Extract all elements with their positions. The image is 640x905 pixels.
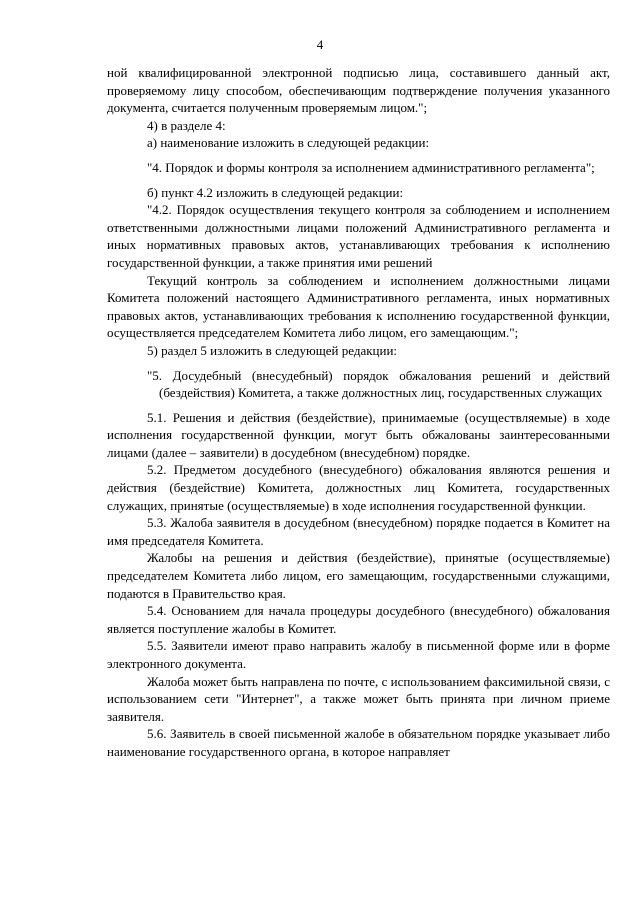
paragraph-5-1: 5.1. Решения и действия (бездействие), принимаемые (осуществляемые) в ходе исполнения государственной функции, могут быть обжалованы заинтересованными лицами (далее – заявители) в досудебном (внесудебном) порядке. xyxy=(107,409,610,460)
paragraph-5-4: 5.4. Основанием для начала процедуры досудебного (внесудебного) обжалования является поступление жалобы в Комитет. xyxy=(107,603,610,636)
paragraph-item-4: 4) в разделе 4: xyxy=(147,117,226,133)
paragraph-5-3: 5.3. Жалоба заявителя в досудебном (внесудебном) порядке подается в Комитет на имя председателя Комитета. xyxy=(107,515,610,548)
page-number: 4 xyxy=(316,37,324,52)
paragraph-subitem-a: а) наименование изложить в следующей редакции: xyxy=(147,135,430,151)
paragraph-subitem-b: б) пункт 4.2 изложить в следующей редакции: xyxy=(147,184,404,200)
paragraph-item-5: 5) раздел 5 изложить в следующей редакции: xyxy=(147,342,398,358)
quoted-heading-section-4: "4. Порядок и формы контроля за исполнением административного регламента"; xyxy=(147,159,595,175)
paragraph-5-6: 5.6. Заявитель в своей письменной жалобе в обязательном порядке указывает либо наименование государственного органа, в которое направляет xyxy=(107,726,610,759)
paragraph-complaint-channels: Жалоба может быть направлена по почте, с использованием факсимильной связи, с использованием сети "Интернет", а также может быть принята при личном приеме заявителя. xyxy=(107,673,610,724)
paragraph-5-2: 5.2. Предметом досудебного (внесудебного) обжалования являются решения и действия (бездействие) Комитета, должностных лиц Комитета, государственных служащих, принятые (осуществляемые) в ходе исполнения государственной функции. xyxy=(107,462,610,513)
quoted-heading-section-5: "5. Досудебный (внесудебный) порядок обжалования решений и действий (бездействия) Комитета, а также должностных лиц, государственных служащих xyxy=(147,367,610,401)
paragraph-complaints-government: Жалобы на решения и действия (бездействие), принятые (осуществляемые) председателем Комитета либо лицом, его замещающим, государственными служащими, подаются в Правительство края. xyxy=(107,550,610,601)
paragraph-4-2: "4.2. Порядок осуществления текущего контроля за соблюдением и исполнением ответственными должностными лицами положений Административного регламента и иных нормативных правовых актов, устанавливающих требования к исполнению государственной функции, а также принятия ими решений xyxy=(107,202,610,270)
paragraph-continuation: ной квалифицированной электронной подписью лица, составившего данный акт, проверяемому лицу способом, обеспечивающим подтверждение получения указанного документа, считается полученным проверяемым лицом."; xyxy=(107,65,610,116)
paragraph-current-control: Текущий контроль за соблюдением и исполнением должностными лицами Комитета положений настоящего Административного регламента, иных нормативных правовых актов, устанавливающих требования к исполнению государственной функции, осуществляется председателем Комитета либо лицом, его замещающим."; xyxy=(107,272,610,341)
paragraph-5-5: 5.5. Заявители имеют право направить жалобу в письменной форме или в форме электронного документа. xyxy=(107,638,610,671)
document-body xyxy=(107,64,610,761)
